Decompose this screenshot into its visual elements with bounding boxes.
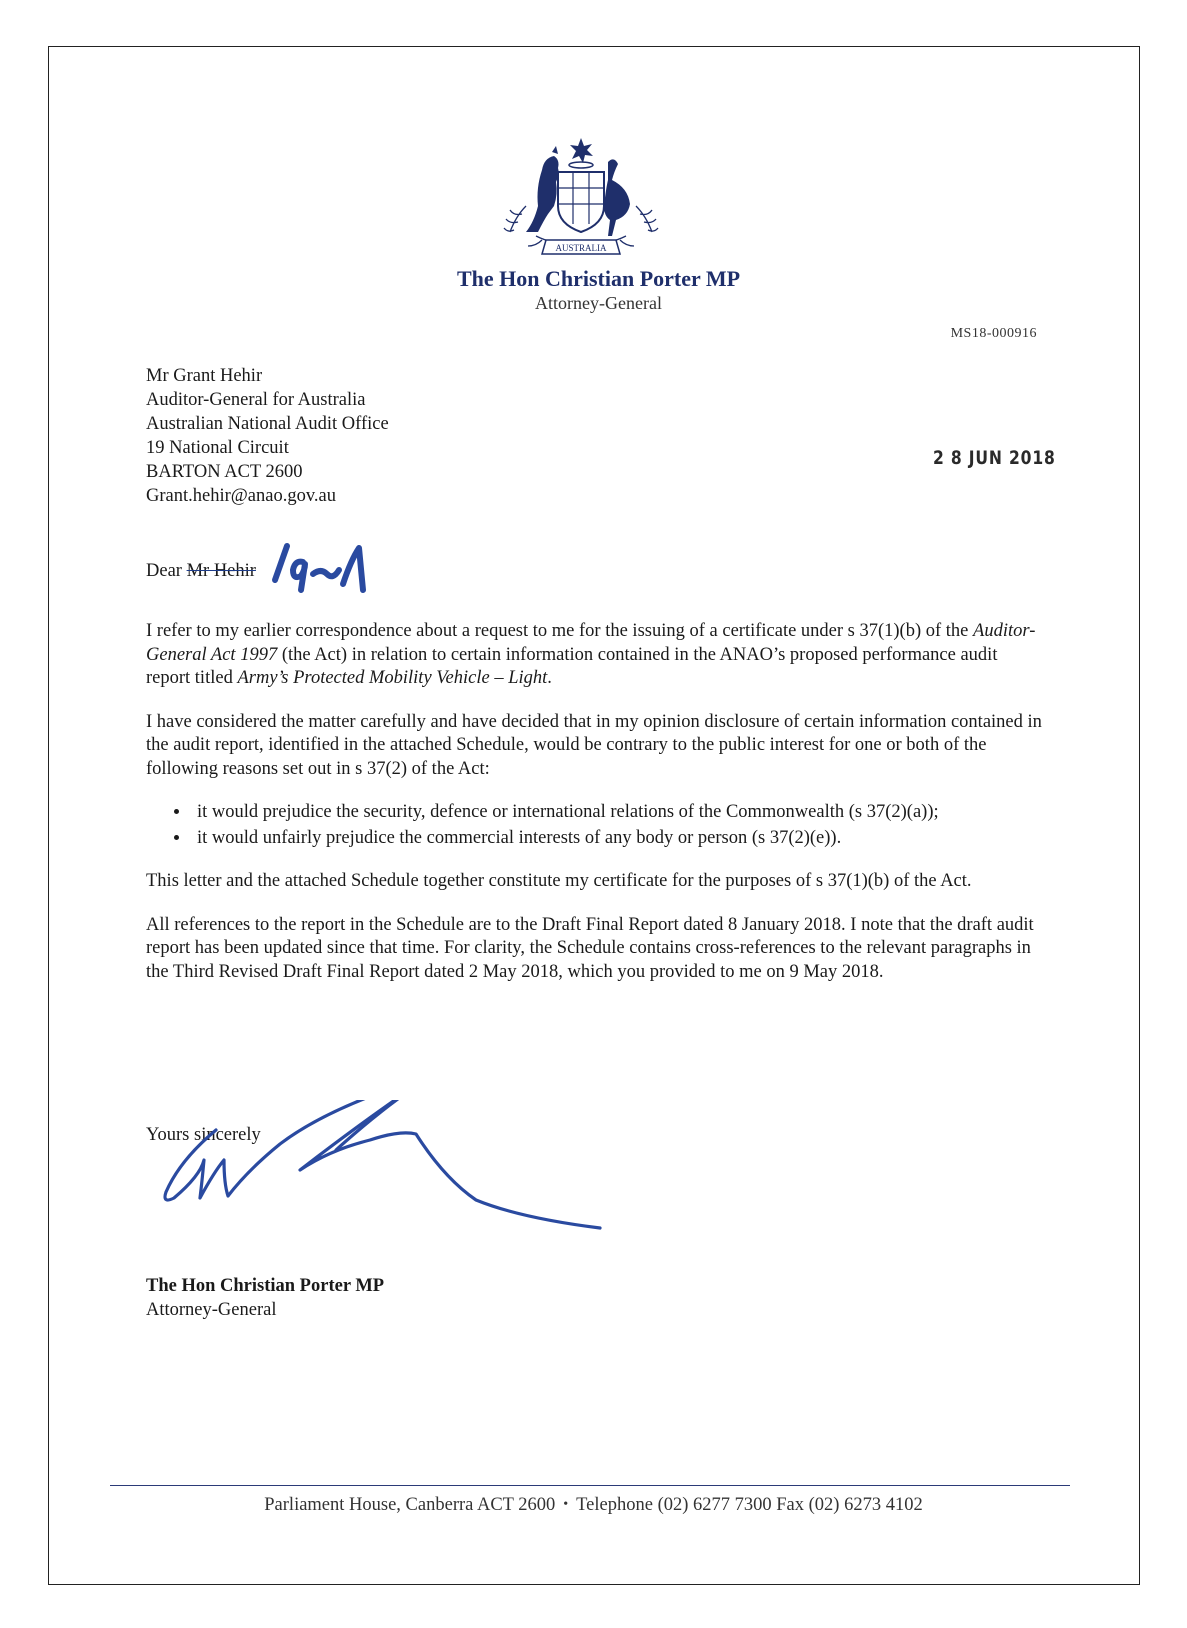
footer-rule xyxy=(110,1485,1070,1486)
minister-name-heading: The Hon Christian Porter MP xyxy=(456,266,741,291)
handwritten-salutation-mark xyxy=(265,540,375,594)
reference-number: MS18-000916 xyxy=(950,326,1037,341)
letter-body xyxy=(146,620,1046,1004)
recipient-email: Grant.hehir@anao.gov.au xyxy=(146,486,336,506)
handwritten-signature xyxy=(160,1100,620,1300)
paragraph-decision: I have considered the matter carefully and have decided that in my opinion disclosure of certain information contained in the audit report, identified in the attached Schedule, would be contrary to the public interest for one or both of the following reasons set out in s 37(2) of the Act: xyxy=(146,711,1042,779)
reasons-list xyxy=(146,801,1046,850)
act-title: Auditor-General Act 1997 xyxy=(146,621,1036,665)
recipient-street: 19 National Circuit xyxy=(146,438,289,458)
salutation-struck-name: Mr Hehir xyxy=(186,561,256,581)
paragraph-references: All references to the report in the Schedule are to the Draft Final Report dated 8 January 2018. I note that the draft audit report has been updated since that time. For clarity, the Schedule contains cross-references to the relevant paragraphs in the Third Revised Draft Final Report dated 2 May 2018, which you provided to me on 9 May 2018. xyxy=(146,914,1034,982)
recipient-suburb: BARTON ACT 2600 xyxy=(146,462,303,482)
footer xyxy=(0,1495,1187,1516)
report-title: Army’s Protected Mobility Vehicle – Light xyxy=(237,668,548,688)
paragraph-request xyxy=(146,620,1046,691)
paragraph-certificate: This letter and the attached Schedule together constitute my certificate for the purposes of s 37(1)(b) of the Act. xyxy=(146,871,972,891)
coat-of-arms-icon xyxy=(496,136,666,266)
valediction: Yours sincerely xyxy=(146,1125,261,1145)
footer-address: Parliament House, Canberra ACT 2600 xyxy=(264,1495,556,1515)
salutation xyxy=(146,561,256,582)
recipient-address xyxy=(146,364,389,508)
footer-bullet-icon: • xyxy=(563,1497,569,1512)
recipient-organisation: Australian National Audit Office xyxy=(146,414,389,434)
paragraph-request-text-c: . xyxy=(547,668,552,688)
paragraph-request-text-a: I refer to my earlier correspondence about a request to me for the issuing of a certificate under s 37(1)(b) of the xyxy=(146,621,974,641)
date-stamp: 2 8 JUN 2018 xyxy=(933,447,1056,469)
salutation-dear: Dear xyxy=(146,561,182,581)
recipient-position: Auditor-General for Australia xyxy=(146,390,366,410)
minister-title-heading: Attorney-General xyxy=(535,293,662,313)
reason-security: • it would prejudice the security, defence or international relations of the Commonwealth (s 37(2)(a)); xyxy=(191,801,1046,825)
signer-name: The Hon Christian Porter MP xyxy=(146,1276,385,1296)
reason-commercial: • it would unfairly prejudice the commercial interests of any body or person (s 37(2)(e)). xyxy=(191,827,1046,851)
paragraph-request-text-b: (the Act) in relation to certain information contained in the ANAO’s proposed performance audit report titled xyxy=(146,644,998,688)
footer-contact: Telephone (02) 6277 7300 Fax (02) 6273 4102 xyxy=(576,1495,923,1515)
crest-scroll-text: AUSTRALIA xyxy=(555,243,607,253)
recipient-name: Mr Grant Hehir xyxy=(146,366,263,386)
signer-title: Attorney-General xyxy=(146,1300,277,1320)
